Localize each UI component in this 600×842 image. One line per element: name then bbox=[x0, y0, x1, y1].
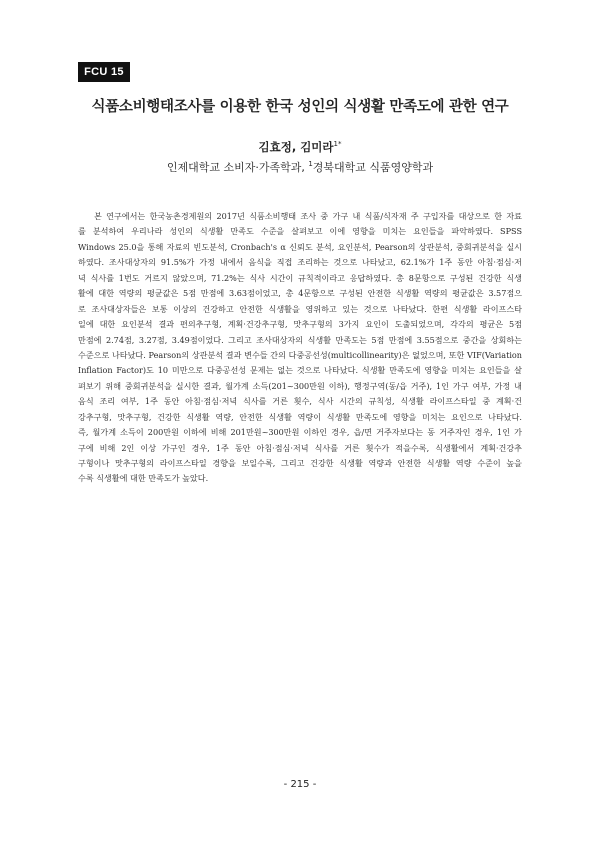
abstract-line: 수록 식생활에 대한 만족도가 높았다. bbox=[78, 473, 209, 484]
affiliation-line bbox=[60, 159, 540, 175]
abstract-line: 즉, 월가계 소득이 200만원 이하에 비해 201만원~300만원 이하인 경우, 읍/면 거주자보다는 동 거주자인 경우, 1인 가 bbox=[78, 427, 522, 438]
author-affiliation-mark: 1* bbox=[333, 140, 342, 148]
page-number: - 215 - bbox=[283, 779, 317, 790]
abstract-line: 펴보기 위해 중회귀분석을 실시한 결과, 월가계 소득(201~300만원 이하), 행정구역(동/읍 거주), 1인 가구 여부, 가정 내 bbox=[78, 380, 522, 391]
author-line bbox=[60, 139, 540, 155]
abstract-line: 본 연구에서는 한국농촌경제원의 2017년 식품소비행태 조사 중 가구 내 식품/식자재 주 구입자를 대상으로 한 자료 bbox=[94, 211, 522, 221]
paper-title: 식품소비행태조사를 이용한 한국 성인의 식생활 만족도에 관한 연구 bbox=[91, 99, 509, 115]
affiliation-dept-1: 인제대학교 소비자·가족학과, bbox=[166, 161, 305, 174]
abstract-line: 구형이나 맛추구형의 라이프스타일 경향을 보일수록, 그리고 건강한 식생활 역량과 안전한 식생활 역량 수준이 높을 bbox=[78, 458, 522, 468]
abstract-body bbox=[78, 209, 522, 487]
abstract-line: Inflation Factor)도 10 미만으로 다중공선성 문제는 없는 것으로 나타났다. 식생활 만족도에 영향을 미치는 요인들을 살 bbox=[78, 365, 522, 376]
abstract-line: 녁 식사를 1번도 거르지 않았으며, 71.2%는 식사 시간이 규칙적이라고 응답하였다. 총 8문항으로 구성된 건강한 식생 bbox=[78, 272, 522, 283]
affiliation-dept-2: 경북대학교 식품영양학과 bbox=[312, 161, 434, 174]
abstract-line: 활에 대한 역량의 평균값은 5점 만점에 3.63점이었고, 총 4문항으로 구성된 안전한 식생활 역량의 평균값은 3.57점으 bbox=[78, 288, 522, 299]
affiliation-mark: 1 bbox=[308, 160, 313, 168]
abstract-line: 로 조사대상자들은 보통 이상의 건강하고 안전한 식생활을 영위하고 있는 것으로 나타났다. 한편 식생활 라이프스타 bbox=[78, 303, 522, 314]
abstract-line: 일에 대한 요인분석 결과 편의추구형, 계획·건강추구형, 맛추구형의 3가지 요인이 도출되었으며, 각각의 평균은 5점 bbox=[78, 319, 522, 330]
abstract-line: 강추구형, 맛추구형, 건강한 식생활 역량, 안전한 식생활 역량이 식생활 만족도에 영향을 미치는 요인으로 나타났다. bbox=[78, 411, 522, 422]
abstract-line: 구에 비해 2인 이상 가구인 경우, 1주 동안 아침·점심·저녁 식사를 거른 횟수가 적을수록, 식생활에서 계획·건강추 bbox=[78, 442, 522, 453]
abstract-line: 음식 조리 여부, 1주 동안 아침·점심·저녁 식사를 거른 횟수, 식사 시간의 규칙성, 식생활 라이프스타일 중 계획·건 bbox=[78, 396, 522, 407]
abstract-line: 를 분석하여 우리나라 성인의 식생활 만족도 수준을 살펴보고 이에 영향을 미치는 요인들을 파악하였다. SPSS bbox=[78, 226, 522, 237]
abstract-line: 만점에 2.74점, 3.27점, 3.49점이었다. 그리고 조사대상자의 식생활 만족도는 5점 만점에 3.55점으로 중간을 상회하는 bbox=[78, 334, 522, 345]
abstract-line: 수준으로 나타났다. Pearson의 상관분석 결과 변수들 간의 다중공선성(multicollinearity)은 없었으며, 또한 VIF(Variation bbox=[78, 349, 522, 360]
abstract-line: Windows 25.0을 통해 자료의 빈도분석, Cronbach's α 신뢰도 분석, 요인분석, Pearson의 상관분석, 중회귀분석을 실시 bbox=[78, 241, 522, 252]
author-names: 김효정, 김미라 bbox=[258, 140, 334, 154]
abstract-line: 하였다. 조사대상자의 91.5%가 가정 내에서 음식을 직접 조리하는 것으로 나타났고, 62.1%가 1주 동안 아침·점심·저 bbox=[78, 257, 522, 268]
session-code-badge: FCU 15 bbox=[78, 62, 130, 82]
